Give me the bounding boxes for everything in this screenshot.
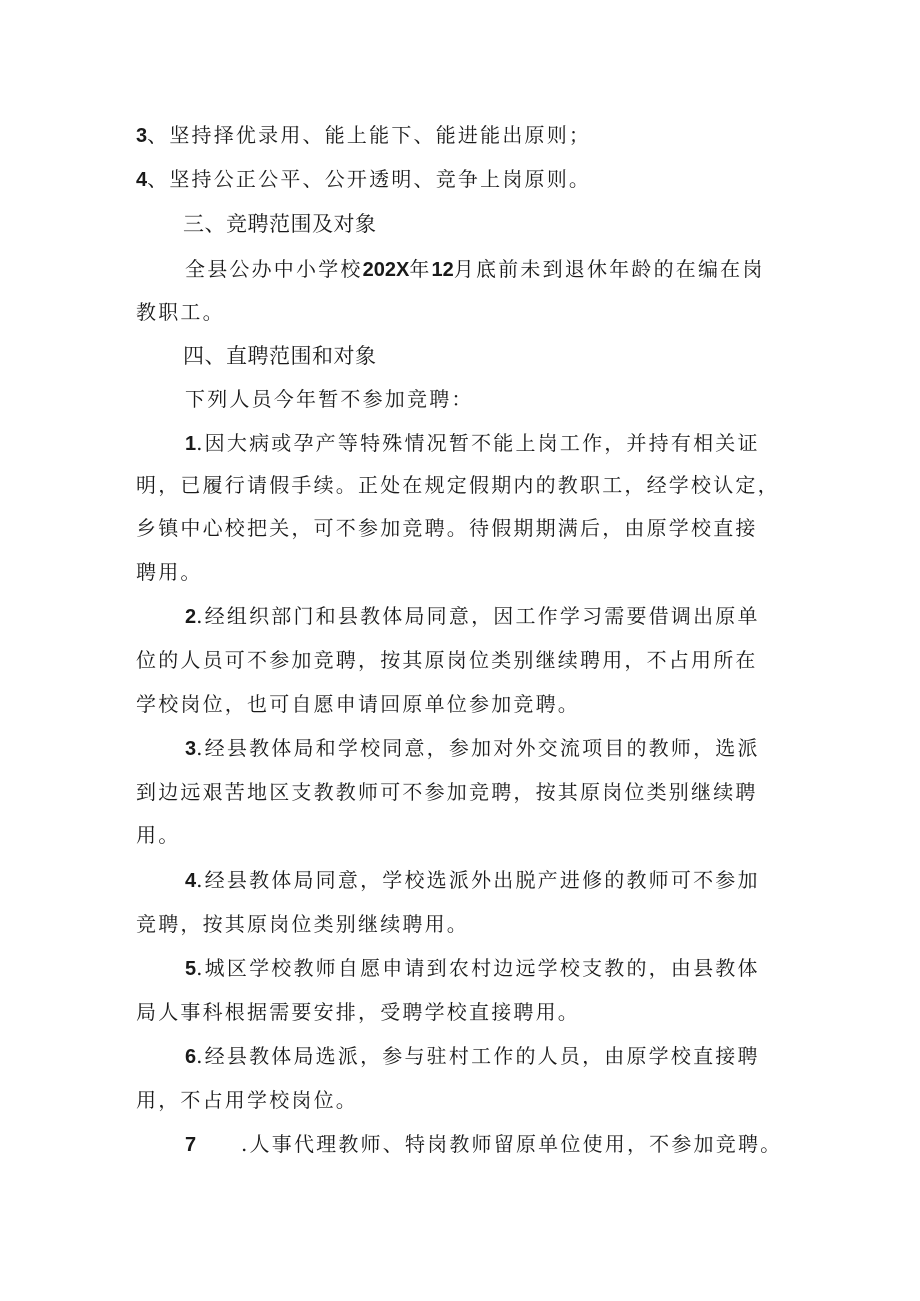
item-number: 1 bbox=[185, 433, 197, 455]
item-text: .城区学校教师自愿申请到农村边远学校支教的，由县教体 bbox=[196, 956, 760, 980]
month-value: 12 bbox=[431, 259, 454, 281]
list-item-line: 到边远艰苦地区支教教师可不参加竞聘，按其原岗位类别继续聘 bbox=[136, 780, 758, 804]
list-item-line bbox=[0, 601, 920, 632]
section-heading: 三、竞聘范围及对象 bbox=[183, 212, 377, 236]
list-item-line: 学校岗位，也可自愿申请回原单位参加竞聘。 bbox=[136, 692, 580, 716]
item-text: .经县教体局同意，学校选派外出脱产进修的教师可不参加 bbox=[196, 868, 760, 892]
text-run: 月底前未到退休年龄的在编在岗 bbox=[453, 257, 765, 281]
list-item-line bbox=[0, 1129, 920, 1160]
list-item-line: 用，不占用学校岗位。 bbox=[136, 1088, 358, 1112]
list-item-line bbox=[0, 1041, 920, 1072]
item-number: 5 bbox=[185, 958, 197, 980]
item-text: .经组织部门和县教体局同意，因工作学习需要借调出原单 bbox=[196, 604, 760, 628]
list-item-line: 用。 bbox=[136, 823, 181, 847]
list-item-line bbox=[0, 428, 920, 459]
list-item-line: 竞聘，按其原岗位类别继续聘用。 bbox=[136, 912, 469, 936]
intro-line: 下列人员今年暂不参加竞聘： bbox=[185, 387, 474, 411]
paragraph-line bbox=[0, 254, 920, 285]
principle-text: 、坚持择优录用、能上能下、能进能出原则； bbox=[147, 123, 592, 147]
item-text: .因大病或孕产等特殊情况暂不能上岗工作，并持有相关证 bbox=[196, 431, 760, 455]
item-text: .人事代理教师、特岗教师留原单位使用，不参加竞聘。 bbox=[241, 1132, 783, 1156]
text-run: 全县公办中小学校 bbox=[185, 257, 363, 281]
item-number: 7 bbox=[185, 1134, 197, 1156]
item-number: 3 bbox=[185, 738, 197, 760]
list-item-line bbox=[0, 733, 920, 764]
year-value: 202X bbox=[362, 259, 410, 281]
principle-number: 3 bbox=[136, 125, 148, 147]
item-text: .经县教体局和学校同意，参加对外交流项目的教师，选派 bbox=[196, 736, 760, 760]
item-number: 4 bbox=[185, 870, 197, 892]
list-item-line: 明，已履行请假手续。正处在规定假期内的教职工，经学校认定， bbox=[136, 473, 780, 497]
list-item-line: 乡镇中心校把关，可不参加竞聘。待假期期满后，由原学校直接 bbox=[136, 516, 758, 540]
item-text: .经县教体局选派，参与驻村工作的人员，由原学校直接聘 bbox=[196, 1044, 760, 1068]
paragraph-line: 教职工。 bbox=[136, 300, 225, 324]
principle-item bbox=[0, 120, 920, 151]
list-item-line: 位的人员可不参加竞聘，按其原岗位类别继续聘用，不占用所在 bbox=[136, 648, 758, 672]
item-number: 6 bbox=[185, 1046, 197, 1068]
section-heading: 四、直聘范围和对象 bbox=[183, 344, 377, 368]
list-item-line bbox=[0, 953, 920, 984]
list-item-line bbox=[0, 865, 920, 896]
item-number: 2 bbox=[185, 606, 197, 628]
list-item-line: 聘用。 bbox=[136, 560, 203, 584]
principle-text: 、坚持公正公平、公开透明、竞争上岗原则。 bbox=[147, 167, 592, 191]
text-run: 年 bbox=[409, 257, 432, 281]
principle-number: 4 bbox=[136, 169, 148, 191]
principle-item bbox=[0, 164, 920, 195]
list-item-line: 局人事科根据需要安排，受聘学校直接聘用。 bbox=[136, 1000, 580, 1024]
